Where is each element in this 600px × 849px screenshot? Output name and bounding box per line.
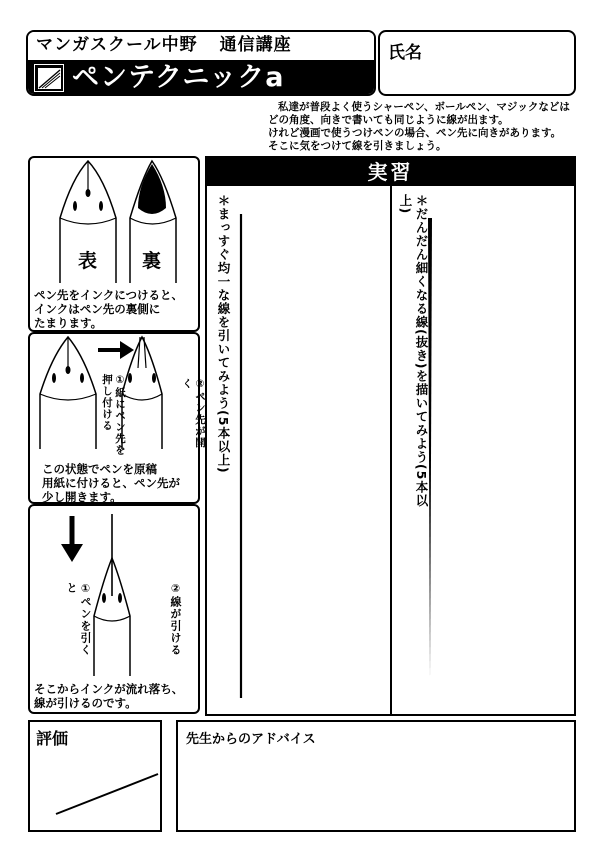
advice-label: 先生からのアドバイス (186, 732, 316, 747)
panel1-caption (34, 288, 183, 330)
panel3-step2: ②線が引ける (169, 582, 182, 656)
caption-line: そこからインクが流れ落ち、 (34, 682, 184, 696)
panel-line-drawn (28, 504, 200, 714)
nib-front-back-illustration (30, 158, 198, 288)
sample-tapered-line (428, 218, 432, 678)
school-name: マンガスクール中野 (36, 35, 198, 55)
panel-nib-opens (28, 332, 206, 504)
step-line: 押し付ける (101, 374, 113, 432)
practice-header: 実習 (207, 158, 574, 186)
caption-line: この状態でペンを原稿 (42, 462, 157, 476)
caption-line: 線が引けるのです。 (34, 696, 137, 710)
intro-line: けれど漫画で使うつけペンの場合、ペン先に向きがあります。 (268, 127, 562, 139)
title-box (26, 30, 376, 96)
intro-text (268, 101, 588, 153)
name-label: 氏名 (388, 43, 422, 63)
evaluation-slash (30, 722, 160, 830)
page-title: ペンテクニックa (72, 62, 285, 93)
caption-line: たまります。 (34, 316, 103, 330)
advice-box[interactable] (176, 720, 576, 832)
practice-drawing-area[interactable] (207, 158, 574, 714)
caption-line: ペン先をインクにつけると、 (34, 288, 184, 302)
title-bar (28, 60, 374, 96)
caption-line: インクはペン先の裏側に (34, 302, 161, 316)
panel3-step1: ①ペンを引くと (65, 582, 92, 656)
intro-line: 私達が普段よく使うシャーペン、ボールペン、マジックなどは (278, 101, 570, 113)
left-instruction: ＊まっすぐ均一な線を引いてみよう(5本以上) (216, 194, 231, 474)
name-field-box[interactable] (378, 30, 576, 96)
nib-pressed-icon (40, 337, 96, 449)
intro-line: そこに気をつけて線を引きましょう。 (268, 140, 447, 152)
front-label: 表 (78, 250, 98, 272)
arrow-right-icon (98, 341, 134, 359)
intro-line: どの角度、向きで書いても同じように線が出ます。 (268, 114, 509, 126)
panel2-step1 (100, 374, 126, 460)
arrow-down-icon (61, 516, 83, 562)
right-instruction: ＊だんだん細くなる線(抜き)を描いてみよう(5本以上) (398, 194, 429, 508)
school-line (28, 32, 374, 58)
panel2-caption (42, 462, 180, 504)
step-line: ①紙にペン先を (114, 374, 126, 456)
course-name: 通信講座 (219, 35, 292, 55)
practice-area (205, 156, 576, 716)
caption-line: 少し開きます。 (42, 490, 122, 504)
panel2-step2: ②ペン先が開く (181, 378, 206, 449)
caption-line: 用紙に付けると、ペン先が (42, 476, 180, 490)
back-label: 裏 (142, 250, 162, 272)
panel3-caption (34, 682, 183, 710)
evaluation-label: 評価 (36, 729, 69, 748)
evaluation-box[interactable] (28, 720, 162, 832)
panel-ink-on-nib (28, 156, 200, 332)
pen-nib-logo-icon (34, 64, 64, 92)
